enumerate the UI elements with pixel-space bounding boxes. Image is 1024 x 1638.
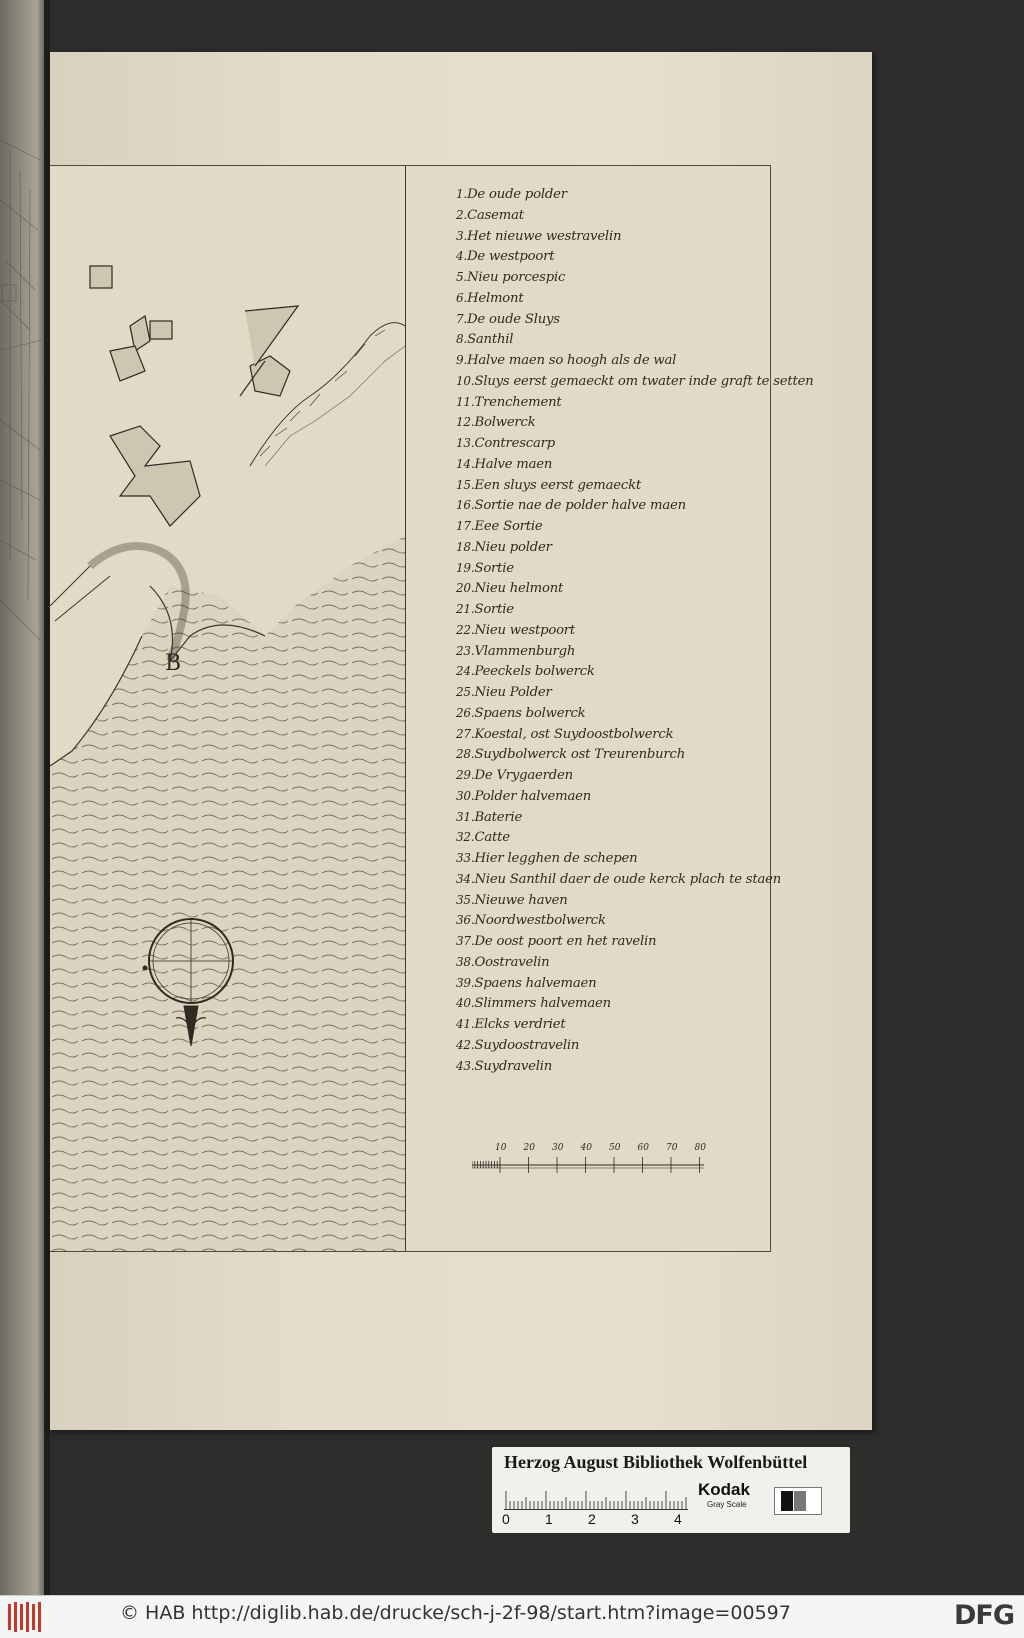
- legend-item-number: 34.: [456, 871, 475, 886]
- legend-item-number: 3.: [456, 228, 468, 243]
- map-plate: [50, 165, 814, 1252]
- legend-item-number: 1.: [456, 187, 468, 201]
- legend-item: [456, 392, 813, 413]
- legend-item: [456, 267, 813, 288]
- legend-item-text: Sortie: [474, 602, 514, 617]
- legend-item-number: 39.: [456, 975, 475, 990]
- legend-item-number: 29.: [456, 768, 475, 782]
- gray-scale-label: Gray Scale: [707, 1500, 747, 1509]
- legend-item-text: Een sluys eerst gemaeckt: [474, 477, 641, 493]
- hab-logo-icon: [6, 1600, 46, 1634]
- left-page-sketch: [0, 0, 46, 1595]
- legend-item: [456, 516, 813, 537]
- legend-item-number: 30.: [456, 788, 475, 803]
- ruler-number: 3: [631, 1511, 639, 1527]
- legend-item: [456, 993, 813, 1014]
- legend-item: [456, 682, 813, 703]
- legend-item: [456, 537, 813, 558]
- legend-item-number: 7.: [456, 311, 468, 326]
- ruler-number: 1: [545, 1511, 553, 1527]
- legend-item-text: Hier legghen de schepen: [474, 851, 638, 866]
- scale-bar-label: 60: [637, 1143, 649, 1153]
- ruler-number: 0: [502, 1511, 510, 1527]
- legend-item: [456, 558, 813, 579]
- legend-item-number: 41.: [456, 1017, 475, 1031]
- legend-item-number: 35.: [456, 892, 475, 907]
- legend-item: [456, 184, 813, 205]
- library-name: Herzog August Bibliothek Wolfenbüttel: [504, 1452, 808, 1472]
- legend-item-text: Sluys eerst gemaeckt om twater inde graft te setten: [474, 373, 814, 389]
- legend-item-text: Contrescarp: [474, 436, 555, 451]
- legend-item: [456, 931, 813, 952]
- legend-item: [456, 288, 813, 309]
- legend-item-number: 6.: [456, 290, 468, 305]
- legend-item-number: 4.: [456, 249, 468, 264]
- legend-item-number: 22.: [456, 622, 475, 637]
- legend-item: [456, 827, 813, 848]
- legend-item: [456, 620, 813, 641]
- legend-item-text: Sortie: [474, 560, 514, 576]
- legend-item-number: 21.: [456, 602, 475, 616]
- legend-item: [456, 1035, 813, 1056]
- legend-item-number: 25.: [456, 685, 475, 699]
- legend-item: [456, 226, 813, 247]
- legend-item-text: Nieu helmont: [474, 581, 564, 597]
- legend-item-number: 28.: [456, 747, 475, 762]
- legend-item: [456, 703, 813, 724]
- legend-item: [456, 786, 813, 807]
- legend-item: [456, 350, 813, 371]
- dfg-logo: DFG: [953, 1600, 1014, 1631]
- legend-item-number: 16.: [456, 498, 475, 513]
- scale-bar-label: 20: [523, 1143, 535, 1153]
- legend-item-text: De oude polder: [467, 187, 567, 202]
- legend-item-text: Catte: [474, 830, 510, 846]
- legend-item-text: Noordwestbolwerck: [474, 913, 606, 929]
- legend-item: [456, 371, 813, 392]
- legend-item: [456, 495, 813, 516]
- legend-item-text: De oost poort en het ravelin: [474, 934, 657, 949]
- legend-item-number: 13.: [456, 436, 475, 450]
- legend-item-number: 42.: [456, 1037, 475, 1052]
- map-legend: [408, 166, 814, 1251]
- legend-item: [456, 848, 813, 869]
- legend-item-text: Het nieuwe westravelin: [467, 228, 622, 244]
- legend-item-number: 33.: [456, 851, 475, 865]
- legend-item-text: Nieu polder: [474, 539, 552, 555]
- ruler-number: 4: [674, 1511, 682, 1527]
- legend-item: [456, 724, 813, 745]
- legend-item-text: Santhil: [467, 332, 514, 348]
- legend-item: [456, 910, 813, 931]
- legend-item: [456, 661, 813, 682]
- legend-item-text: Nieu porcespic: [467, 270, 566, 285]
- legend-item-number: 40.: [456, 996, 475, 1011]
- legend-item: [456, 454, 813, 475]
- legend-item-number: 19.: [456, 560, 475, 575]
- legend-item: [456, 952, 813, 973]
- legend-item: [456, 433, 813, 454]
- legend-item-number: 37.: [456, 934, 475, 948]
- legend-item-text: Nieu westpoort: [474, 622, 576, 638]
- legend-item-number: 15.: [456, 477, 475, 492]
- legend-item: [456, 1014, 813, 1035]
- legend-item: [456, 246, 813, 267]
- legend-item-text: Baterie: [474, 809, 523, 825]
- legend-item-number: 31.: [456, 809, 475, 824]
- left-page-edge: [0, 0, 46, 1595]
- map-drawing: [50, 166, 406, 1251]
- legend-item-text: Halve maen so hoogh als de wal: [467, 353, 677, 368]
- legend-item-text: Nieu Polder: [474, 685, 552, 700]
- legend-item-text: Slimmers halvemaen: [474, 996, 611, 1012]
- legend-item-text: Bolwerck: [474, 415, 536, 431]
- legend-item-text: De westpoort: [467, 249, 555, 265]
- kodak-brand: Kodak: [698, 1480, 750, 1499]
- legend-item-text: Oostravelin: [474, 954, 550, 970]
- legend-item: [456, 973, 813, 994]
- scale-bar: [472, 1143, 712, 1173]
- legend-item-text: Sortie nae de polder halve maen: [474, 498, 686, 514]
- legend-item-number: 8.: [456, 332, 468, 347]
- legend-item: [456, 309, 813, 330]
- legend-item-text: Koestal, ost Suydoostbolwerck: [474, 726, 674, 742]
- legend-item-number: 26.: [456, 705, 475, 720]
- legend-item-text: Elcks verdriet: [474, 1017, 566, 1032]
- legend-item: [456, 599, 813, 620]
- legend-item-text: Nieu Santhil daer de oude kerck plach te staen: [474, 871, 782, 887]
- legend-item-number: 11.: [456, 394, 475, 409]
- legend-item-number: 20.: [456, 581, 475, 596]
- legend-item-number: 32.: [456, 830, 475, 845]
- legend-item: [456, 744, 813, 765]
- color-calibration-card: [492, 1447, 850, 1533]
- scale-bar-label: 50: [609, 1143, 621, 1153]
- legend-item-number: 14.: [456, 456, 475, 471]
- legend-item-text: Eee Sortie: [474, 519, 543, 534]
- footer-source-link[interactable]: © HAB http://diglib.hab.de/drucke/sch-j-2f-98/start.htm?image=00597: [120, 1602, 791, 1624]
- legend-item-text: De oude Sluys: [467, 311, 560, 327]
- legend-item: [456, 890, 813, 911]
- legend-item-text: Trenchement: [474, 394, 562, 410]
- legend-item-text: Halve maen: [474, 456, 553, 472]
- legend-item-text: Casemat: [467, 207, 524, 223]
- legend-item: [456, 475, 813, 496]
- ruler-number: 2: [588, 1511, 596, 1527]
- scale-bar-label: 40: [580, 1143, 592, 1153]
- legend-item-text: Spaens bolwerck: [474, 705, 586, 721]
- scale-bar-label: 80: [694, 1143, 706, 1153]
- legend-item-text: Suydoostravelin: [474, 1037, 580, 1053]
- legend-item-text: Vlammenburgh: [474, 643, 576, 659]
- legend-item-number: 5.: [456, 270, 468, 284]
- legend-item-number: 27.: [456, 726, 475, 741]
- legend-item-number: 2.: [456, 207, 468, 222]
- legend-item-text: Suydravelin: [474, 1058, 553, 1074]
- legend-item-number: 43.: [456, 1058, 475, 1073]
- legend-item: [456, 1056, 813, 1077]
- scale-bar-label: 10: [495, 1143, 507, 1153]
- legend-item-text: Suydbolwerck ost Treurenburch: [474, 747, 685, 763]
- gray-swatch: [774, 1487, 822, 1515]
- legend-item-number: 38.: [456, 954, 475, 969]
- legend-item-text: Spaens halvemaen: [474, 975, 597, 991]
- legend-item-text: Polder halvemaen: [474, 788, 592, 804]
- legend-item-number: 23.: [456, 643, 475, 658]
- map-label-b: B: [165, 651, 182, 676]
- legend-item: [456, 765, 813, 786]
- legend-item-text: Helmont: [467, 290, 524, 306]
- legend-item-number: 10.: [456, 373, 475, 388]
- legend-item: [456, 412, 813, 433]
- scale-bar-label: 30: [552, 1143, 564, 1153]
- legend-item-text: De Vrygaerden: [474, 768, 573, 783]
- legend-list: [456, 184, 813, 1076]
- legend-item: [456, 807, 813, 828]
- legend-item-number: 9.: [456, 353, 468, 367]
- fortification-map: [50, 166, 405, 1251]
- legend-item: [456, 869, 813, 890]
- legend-item-text: Nieuwe haven: [474, 892, 568, 908]
- legend-item-number: 36.: [456, 913, 475, 928]
- gray-ruler: [504, 1489, 688, 1510]
- legend-item-number: 18.: [456, 539, 475, 554]
- legend-item-number: 24.: [456, 664, 475, 679]
- legend-item: [456, 329, 813, 350]
- legend-item: [456, 641, 813, 662]
- legend-item-number: 17.: [456, 519, 475, 533]
- legend-item: [456, 205, 813, 226]
- legend-item-text: Peeckels bolwerck: [474, 664, 595, 680]
- footer-bar: [0, 1595, 1024, 1638]
- sea-waves: [50, 536, 405, 1251]
- legend-item-number: 12.: [456, 415, 475, 430]
- legend-item: [456, 578, 813, 599]
- scale-bar-label: 70: [666, 1143, 678, 1153]
